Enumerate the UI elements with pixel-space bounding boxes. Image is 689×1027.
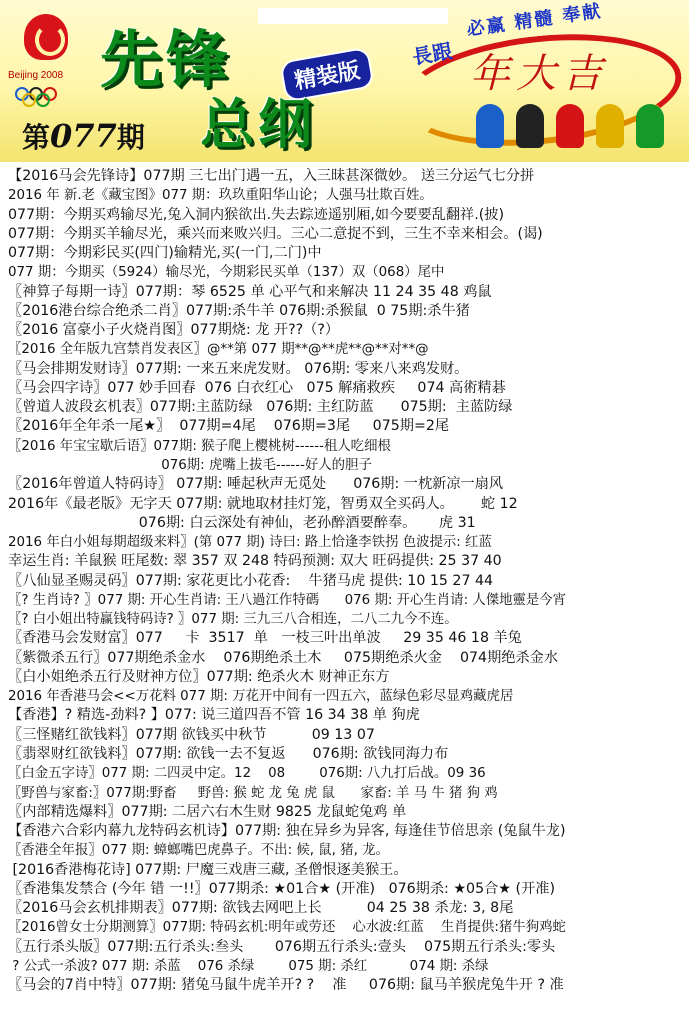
- text-line: 〖2016 年宝宝歇后语〗077期: 猴子爬上樱桃树------租人吃细根: [8, 438, 391, 454]
- text-line: 〖2016年曾道人特码诗〗 077期: 唾起秋声无觅处 076期: 一枕新凉一扇风: [8, 476, 504, 493]
- text-line: 〖野兽与家畜:〗077期:野畜 野兽: 猴 蛇 龙 兔 虎 鼠 家畜: 羊 马 牛 猪 狗 鸡: [8, 785, 498, 801]
- text-line: 〖紫微杀五行〗077期绝杀金水 076期绝杀土木 075期绝杀火金 074期绝杀金水: [8, 649, 559, 666]
- text-line: 077期：今期买羊输尽光，乘兴而来败兴归。三心二意捉不到，三生不幸来相会。(谒): [8, 225, 543, 242]
- text-line: 2016年《最老版》无字天 077期: 就地取材挂灯笼，智勇双全买码人。 蛇 12: [8, 495, 518, 512]
- text-line: 幸运生肖: 羊鼠猴 旺尾数: 翠 357 双 248 特码预测: 双大 旺码提供: 25 37 40: [8, 553, 502, 570]
- beijing-2008-emblem-icon: [24, 14, 68, 60]
- text-line: [2016香港梅花诗] 077期: 尸魔三戏唐三藏, 圣僧恨逐美猴王。: [8, 861, 408, 878]
- text-line: 〖马会的7肖中特〗077期: 猪兔马鼠牛虎羊开? ? 准 076期: 鼠马羊猴虎兔牛开 ? 准: [8, 977, 564, 994]
- mascot-red-icon: [556, 104, 584, 148]
- text-line: 〖白小姐绝杀五行及财神方位〗077期: 绝杀火木 财神正东方: [8, 668, 390, 685]
- text-line: ? 公式一杀波? 077 期: 杀蓝 076 杀绿 075 期: 杀红 074 期: 杀绿: [8, 958, 489, 974]
- mascot-black-icon: [516, 104, 544, 148]
- issue-number-value: 077: [50, 117, 117, 155]
- banner-title-sub: 总纲: [200, 92, 316, 156]
- text-line: 〖三怪赌红欲钱料〗077期 欲钱买中秋节 09 13 07: [8, 726, 375, 743]
- text-line: 〖? 生肖诗? 〗077 期: 开心生肖请: 王八過江作特碼 076 期: 开心生肖请: 人傑地靈是今宵: [8, 592, 567, 608]
- banner-slogan-2: 長跟: [410, 38, 455, 70]
- text-line: 〖香港集发禁合 (今年 错 一!!〗077期杀: ★01合★ (开准) 076期杀: ★05合★ (开准): [8, 880, 555, 897]
- text-line: 076期: 虎嘴上拔毛------好人的胆子: [8, 457, 372, 473]
- text-line: 【香港】? 精选-劲料? 】077: 说三道四吾不管 16 34 38 单 狗虎: [8, 707, 420, 724]
- text-line: 〖八仙显圣赐灵码〗077期: 家花更比小花香: 牛猪马虎 提供: 10 15 27 44: [8, 572, 494, 589]
- text-line: 【香港六合彩内幕九龙特码玄机诗】077期: 独在异乡为异客, 每逢佳节倍思亲 (兔鼠牛龙): [8, 823, 566, 840]
- banner-calligraphy: 年大吉: [470, 51, 608, 97]
- edition-badge: 精装版: [279, 46, 375, 102]
- text-line: 077期：今期买鸡输尽光,兔入洞内猴欲出.失去踪迹遥别厢,如今要要乱翻祥.(披): [8, 206, 505, 223]
- text-line: 〖白金五字诗〗077 期: 二四灵中定。12 08 076期: 八九打后战。09 36: [8, 766, 486, 782]
- text-line: 〖马会排期发财诗〗077期: 一来五来虎发财。 076期: 零来八来鸡发财。: [8, 360, 469, 377]
- mascot-yellow-icon: [596, 104, 624, 148]
- text-line: 〖2016曾女士分期测算〗077期: 特码玄机:明年或劳还 心水波:红蓝 生肖提供:猪牛狗鸡蛇: [8, 920, 566, 936]
- olympic-rings-icon: [12, 86, 76, 108]
- text-line: 〖2016年全年杀一尾★〗 077期=4尾 076期=3尾 075期=2尾: [8, 418, 450, 435]
- text-line: 〖? 白小姐出特赢钱特码诗? 〗077 期: 三九三八合相连，二八二九今不连。: [8, 612, 458, 628]
- banner-slogan: 必赢 精髓 奉献: [465, 0, 604, 41]
- mascots-illustration: [470, 96, 680, 156]
- text-line: 【2016马会先锋诗】077期 三七出门遇一五，入三昧甚深微妙。 送三分运气七分拼: [8, 168, 535, 184]
- text-line: 〖2016马会玄机排期表〗077期: 欲钱去网吧上长 04 25 38 杀龙: 3, 8尾: [8, 900, 514, 917]
- mascot-green-icon: [636, 104, 664, 148]
- text-line: 076期: 白云深处有神仙，老孙醉酒要醉奉。 虎 31: [8, 514, 476, 531]
- text-line: 〖2016 全年版九宫禁肖发表区〗@**第 077 期**@**虎**@**对**@: [8, 342, 429, 358]
- banner-title-main: 先锋: [100, 23, 233, 96]
- header-banner: [0, 0, 689, 162]
- issue-prefix: 第: [22, 121, 51, 154]
- emblem-caption: Beijing 2008: [8, 70, 64, 81]
- text-line: 〖香港全年报〗077 期: 蟑螂嘴巴虎鼻子。不出: 候, 鼠, 猪, 龙。: [8, 843, 389, 859]
- text-line: 2016 年香港马会<<万花料 077 期: 万花开中间有一四五六，蓝绿色彩尽显鸡藏虎居: [8, 689, 514, 705]
- text-line: 〖2016港台综合绝杀二肖〗077期:杀牛羊 076期:杀猴鼠 0 75期:杀牛猪: [8, 302, 470, 319]
- issue-suffix: 期: [116, 121, 145, 154]
- issue-number: [22, 116, 145, 156]
- banner-white-strip: [258, 8, 448, 24]
- text-line: 2016 年白小姐每期超级来料〗(第 077 期) 诗曰: 路上恰逢李铁拐 色波提示: 红蓝: [8, 535, 492, 551]
- text-line: 〖2016 富豪小子火烧肖图〗077期烧: 龙 开??（?）: [8, 322, 340, 339]
- text-line: 〖内部精选爆料〗077期: 二居六右木生财 9825 龙鼠蛇兔鸡 单: [8, 803, 407, 820]
- text-line: 〖五行杀头版〗077期:五行杀头:叁头 076期五行杀头:壹头 075期五行杀头:零头: [8, 938, 556, 955]
- text-line: 〖神算子每期一诗〗077期：琴 6525 单 心平气和来解决 11 24 35 48 鸡鼠: [8, 283, 492, 300]
- text-line: 〖曾道人波段玄机表〗077期:主蓝防绿 076期: 主红防蓝 075期: 主蓝防绿: [8, 399, 513, 416]
- text-line: 〖马会四字诗〗077 妙手回春 076 白衣红心 075 解痛救疾 074 高術精碁: [8, 379, 506, 396]
- mascot-blue-icon: [476, 104, 504, 148]
- text-line: 〖翡翠财红欲钱料〗077期: 欲钱一去不复返 076期: 欲钱同海力布: [8, 745, 449, 762]
- text-line: 077 期：今期买（5924）输尽光，今期彩民买单（137）双（068）尾中: [8, 265, 445, 281]
- text-line: 〖香港马会发财富〗077 卡 3517 单 一枝三叶出单波 29 35 46 18 羊兔: [8, 630, 522, 647]
- prediction-text-list: [8, 167, 684, 995]
- text-line: 2016 年 新.老《藏宝图》077 期：玖玖重阳华山论；人强马壮欺百姓。: [8, 188, 433, 204]
- text-line: 077期：今期彩民买(四门)输精光,买(一门,二门)中: [8, 245, 322, 262]
